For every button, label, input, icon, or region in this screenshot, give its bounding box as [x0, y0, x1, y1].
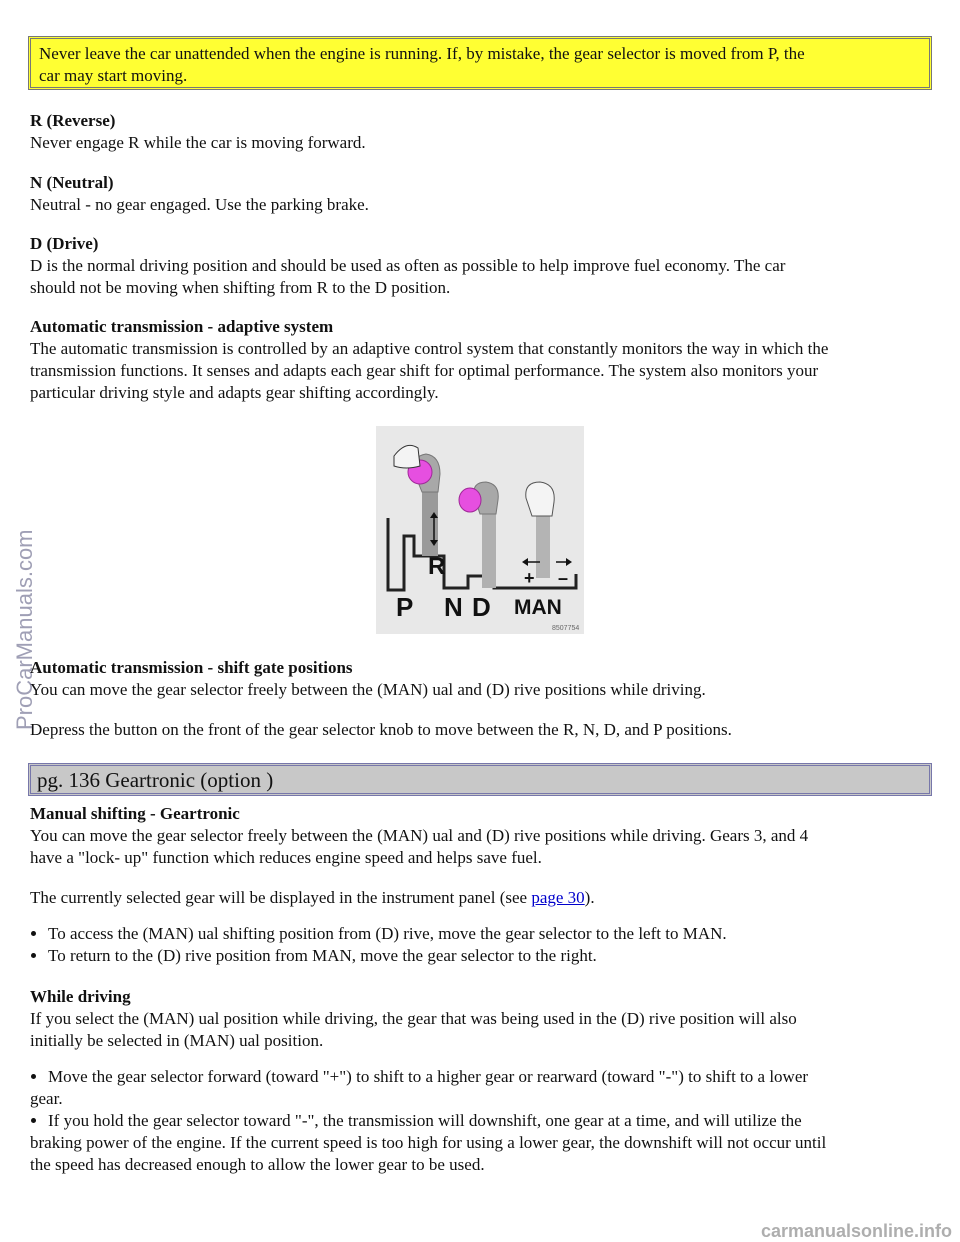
neutral-text: Neutral - no gear engaged. Use the parking brake.: [30, 195, 369, 214]
while-driving-bullets: [30, 1066, 930, 1088]
manual-bullet-list: [30, 923, 930, 967]
shift-gate-text: You can move the gear selector freely between the (MAN) ual and (D) rive positions while driving.: [30, 680, 706, 699]
label-minus: –: [558, 568, 569, 588]
label-man: MAN: [514, 596, 562, 619]
adaptive-line-1: The automatic transmission is controlled by an adaptive control system that constantly monitors the way in which the: [30, 339, 829, 358]
bullet2-line-c: the speed has decreased enough to allow the lower gear to be used.: [30, 1155, 485, 1174]
while-driving-line-2: initially be selected in (MAN) ual position.: [30, 1031, 324, 1050]
shift-gate-text-2: Depress the button on the front of the gear selector knob to move between the R, N, D, and P positions.: [30, 720, 732, 739]
display-text-post: ).: [584, 888, 595, 907]
section-title: pg. 136 Geartronic (option ): [37, 768, 274, 792]
bullet2-line-b: braking power of the engine. If the current speed is too high for using a lower gear, the downshift will not occur until: [30, 1133, 827, 1152]
list-item: • To access the (MAN) ual shifting position from (D) rive, move the gear selector to the left to MAN.: [48, 923, 930, 945]
bullet2-line-a: If you hold the gear selector toward "-", the transmission will downshift, one gear at a time, and will utilize the: [48, 1111, 802, 1130]
adaptive-line-3: particular driving style and adapts gear shifting accordingly.: [30, 383, 439, 402]
gear-selector-figure: [376, 426, 584, 634]
while-driving-heading: While driving: [30, 987, 131, 1006]
manual-heading: Manual shifting - Geartronic: [30, 804, 240, 823]
neutral-section: [30, 172, 930, 216]
manual-shifting-section: [30, 803, 930, 967]
while-driving-bullets-2: [30, 1110, 930, 1132]
list-item: • To return to the (D) rive position from MAN, move the gear selector to the right.: [48, 945, 930, 967]
drive-line-1: D is the normal driving position and should be used as often as possible to help improve fuel economy. The car: [30, 256, 786, 275]
arrow-right-icon: [566, 558, 572, 566]
label-p: P: [396, 592, 414, 622]
drive-heading: D (Drive): [30, 234, 99, 253]
reverse-heading: R (Reverse): [30, 111, 116, 130]
while-driving-line-1: If you select the (MAN) ual position while driving, the gear that was being used in the (D) rive position will also: [30, 1009, 797, 1028]
drive-section: [30, 233, 930, 299]
watermark-left: ProCarManuals.com: [12, 529, 37, 730]
lever-d-button-icon: [459, 488, 481, 512]
bullet1-line-a: Move the gear selector forward (toward "+") to shift to a higher gear or rearward (toward "-") to shift to a lower: [48, 1067, 809, 1086]
list-item: [48, 1066, 930, 1088]
warning-line-1: Never leave the car unattended when the engine is running. If, by mistake, the gear selector is moved from P, the: [39, 44, 805, 63]
reverse-section: [30, 110, 930, 154]
page-30-link[interactable]: page 30: [531, 888, 585, 907]
label-plus: +: [524, 568, 535, 588]
watermark-bottom: carmanualsonline.info: [760, 1221, 952, 1241]
lever-p-shaft: [422, 490, 438, 556]
adaptive-heading: Automatic transmission - adaptive system: [30, 317, 334, 336]
gear-selector-illustration: [376, 426, 584, 634]
label-n: N: [444, 592, 463, 622]
display-text-pre: The currently selected gear will be displayed in the instrument panel (see: [30, 888, 532, 907]
shift-gate-heading: Automatic transmission - shift gate positions: [30, 658, 353, 677]
section-title-bar: [28, 763, 932, 796]
manual-line-2: have a "lock- up" function which reduces engine speed and helps save fuel.: [30, 848, 542, 867]
warning-box: [28, 36, 932, 90]
neutral-heading: N (Neutral): [30, 173, 114, 192]
shift-gate-section: [30, 657, 930, 741]
hand-icon: [394, 445, 420, 468]
reverse-text: Never engage R while the car is moving forward.: [30, 133, 366, 152]
drive-line-2: should not be moving when shifting from R to the D position.: [30, 278, 451, 297]
label-d: D: [472, 592, 491, 622]
figure-code: 8507754: [552, 625, 580, 632]
adaptive-section: [30, 316, 930, 404]
arrow-left-icon: [522, 558, 528, 566]
label-r: R: [428, 553, 446, 580]
lever-man-shaft: [536, 510, 550, 578]
lever-d-shaft: [482, 510, 496, 588]
bullet1-line-b: gear.: [30, 1089, 63, 1108]
display-sentence: [30, 887, 930, 909]
warning-line-2: car may start moving.: [39, 66, 188, 85]
manual-line-1: You can move the gear selector freely between the (MAN) ual and (D) rive positions while driving. Gears 3, and 4: [30, 826, 809, 845]
lever-man-knob: [526, 482, 554, 516]
while-driving-section: [30, 986, 930, 1176]
list-item: [48, 1110, 930, 1132]
adaptive-line-2: transmission functions. It senses and adapts each gear shift for optimal performance. The system also monitors your: [30, 361, 819, 380]
